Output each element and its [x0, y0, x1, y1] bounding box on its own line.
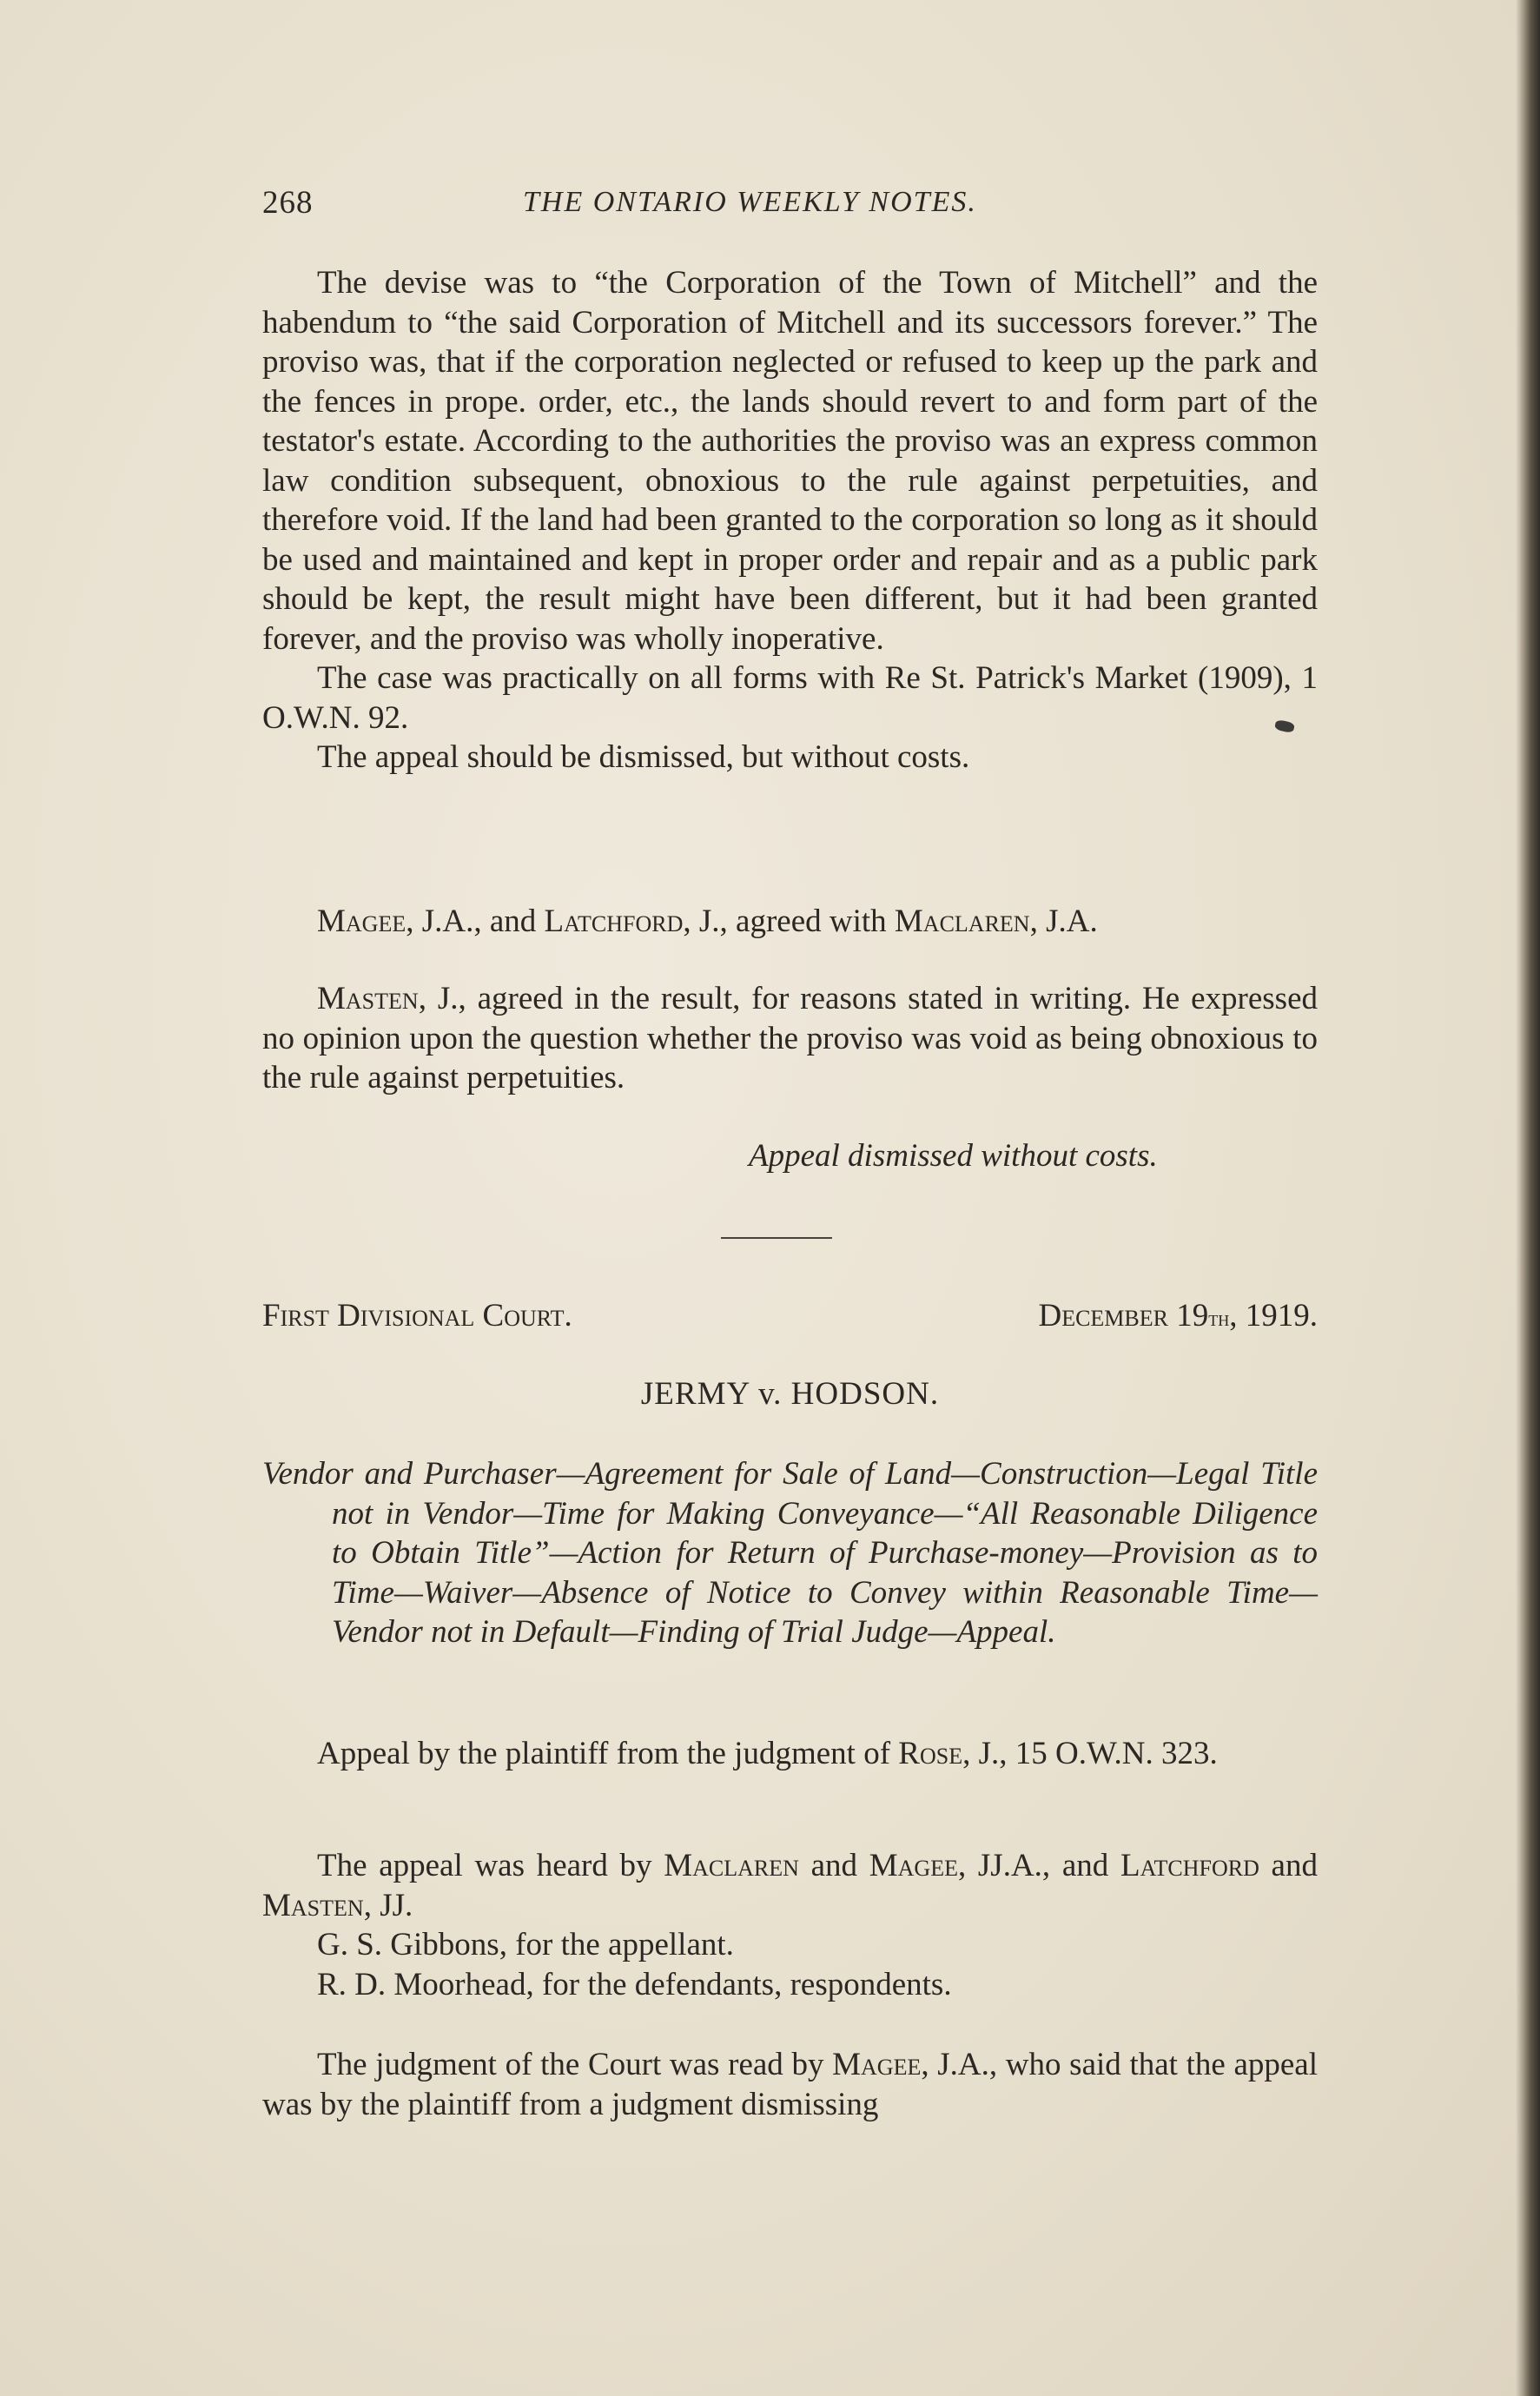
concurrence-text: , J.A.	[1029, 903, 1098, 939]
opinion-text	[262, 263, 1318, 778]
heard-text: The appeal was heard by	[317, 1848, 664, 1883]
hearing-info	[262, 1846, 1318, 2004]
separate-opinion	[262, 979, 1318, 1098]
page-number: 268	[262, 185, 314, 221]
running-title: THE ONTARIO WEEKLY NOTES.	[523, 186, 977, 218]
date-year: , 1919.	[1229, 1298, 1318, 1334]
section-divider	[721, 1237, 832, 1239]
date-suffix: th	[1208, 1306, 1230, 1331]
appeal-text: Appeal by the plaintiff from the judgment of	[317, 1736, 899, 1771]
appeal-statement	[262, 1734, 1318, 1774]
decision-date	[1038, 1297, 1318, 1334]
concurrence-text: , J., agreed with	[683, 903, 895, 939]
court-line	[262, 1297, 1318, 1337]
judge-name: Magee	[317, 903, 406, 939]
heard-text: , JJ.	[363, 1887, 413, 1923]
judge-name: Latchford	[1120, 1848, 1259, 1883]
book-spine	[1521, 0, 1540, 2396]
opinion-paragraph: The case was practically on all forms with Re St. Patrick's Market (1909), 1 O.W.N. 92.	[262, 660, 1318, 736]
opinion-paragraph: The appeal should be dismissed, but without costs.	[317, 739, 970, 775]
judge-name: Masten	[317, 981, 419, 1016]
heard-text: , JJ.A., and	[957, 1848, 1120, 1883]
heard-text: and	[798, 1848, 869, 1883]
judge-name: Maclaren	[894, 903, 1030, 939]
date-text: December 19	[1038, 1298, 1209, 1334]
judge-name: Rose	[898, 1736, 963, 1771]
counsel-appellant: G. S. Gibbons, for the appellant.	[317, 1927, 734, 1962]
opinion-paragraph: The devise was to “the Corporation of the Town of Mitchell” and the habendum to “the said Corporation of Mitchell and its successors forever.” The proviso was, that if the corporation neglected or refused to keep up the park and the fences in prope. order, etc., the lands should revert to and form part of the testator's estate. According to the authorities the proviso was an express common law condition subsequent, obnoxious to the rule against perpetuities, and therefore void. If the land had been granted to the corporation so long as it should be used and maintained and kept in proper order and repair and as a public park should be kept, the result might have been different, but it had been granted forever, and the proviso was wholly inoperative.	[262, 265, 1318, 657]
appeal-paragraph	[262, 1734, 1318, 1774]
judge-name: Maclaren	[664, 1848, 799, 1883]
judge-name: Masten	[262, 1887, 364, 1923]
judgment-text: The judgment of the Court was read by	[317, 2047, 833, 2082]
judge-name: Latchford	[544, 903, 684, 939]
heard-text: and	[1259, 1848, 1318, 1883]
judge-name: Magee	[832, 2047, 922, 2082]
counsel-respondents: R. D. Moorhead, for the defendants, respondents.	[317, 1966, 952, 2002]
court-name: First Divisional Court.	[262, 1298, 572, 1334]
concurrence-text: , J.A., and	[406, 903, 545, 939]
separate-opinion-text: , J., agreed in the result, for reasons stated in writing. He expressed no opinion upon the question whether the proviso was void as being obnoxious to the rule against perpetuities.	[262, 981, 1318, 1095]
heard-by-paragraph	[262, 1846, 1318, 1925]
separate-opinion-paragraph	[262, 979, 1318, 1098]
judgment-paragraph	[262, 2045, 1318, 2124]
concurrence-paragraph	[262, 903, 1318, 940]
judge-name: Magee	[869, 1848, 958, 1883]
disposition: Appeal dismissed without costs.	[749, 1138, 1158, 1174]
headnote: Vendor and Purchaser—Agreement for Sale of Land—Construction—Legal Title not in Vendor—Time for Making Conveyance—“All Reasonable Diligence to Obtain Title”—Action for Return of Purchase-money—Provision as to Time—Waiver—Absence of Notice to Convey within Reasonable Time—Vendor not in Default—Finding of Trial Judge—Appeal.	[262, 1456, 1318, 1650]
case-title: JERMY v. HODSON.	[640, 1376, 940, 1412]
judgment-opening	[262, 2045, 1318, 2124]
judgment-text: , J.A., who said that the appeal was by the plaintiff from a judgment dismissing	[262, 2047, 1319, 2122]
appeal-text: , J., 15 O.W.N. 323.	[962, 1736, 1218, 1771]
page-header	[262, 184, 1318, 228]
